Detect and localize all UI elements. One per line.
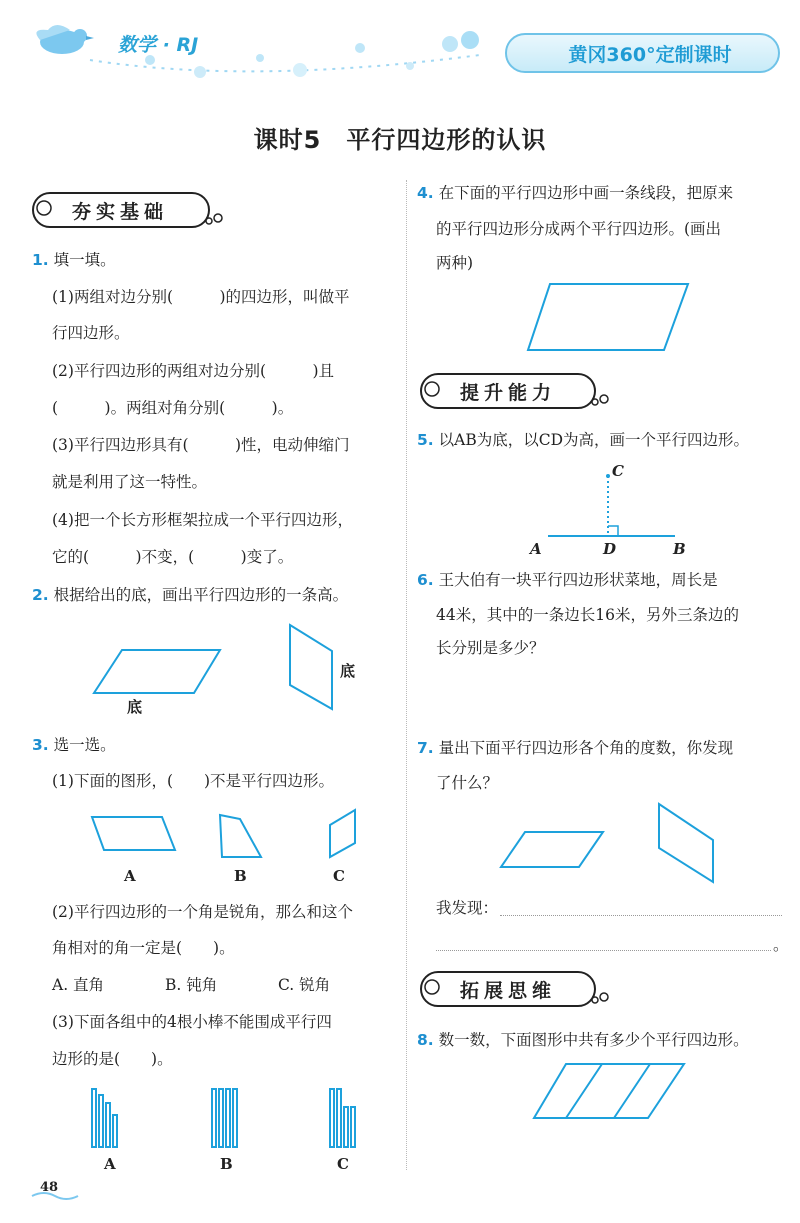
page-number: 48 [40,1180,59,1195]
q2-stem-text: 根据给出的底，画出平行四边形的一条高。 [53,586,349,604]
q3-shape-c [330,810,355,857]
q3-part1-label-b: B [234,867,247,885]
q2-parallelogram-2 [290,625,332,709]
q3-part3-label-c: C [337,1155,349,1173]
q3-part3-line2: 边形的是( )。 [52,1050,173,1068]
q6-line1-text: 王大伯有一块平行四边形状菜地，周长是 [438,571,718,589]
q4-line1-text: 在下面的平行四边形中画一条线段，把原来 [438,184,734,202]
q3-option-b: B. 钝角 [165,976,218,994]
bird-icon [36,25,94,54]
q7-number: 7. [417,739,434,757]
q3-part1-figures [80,805,370,865]
q3-part1: (1)下面的图形，( )不是平行四边形。 [52,772,335,790]
q3-part3-label-a: A [104,1155,116,1173]
q5-label-c: C [612,462,624,480]
lesson-title: 课时5 平行四边形的认识 [253,126,547,154]
q4-line3: 两种) [436,254,474,272]
q3-part1-label-a: A [124,867,136,885]
column-divider [406,180,407,1170]
section-improve-label: 提升能力 [460,382,557,404]
q3-part2-line1: (2)平行四边形的一个角是锐角，那么和这个 [52,903,353,921]
q7-answer-line-1 [500,915,782,916]
q1-line7: (4)把一个长方形框架拉成一个平行四边形， [52,511,353,529]
q2-base-label-1: 底 [127,698,143,716]
q1-stem-text: 填一填。 [53,251,116,269]
section-basic-label: 夯实基础 [72,201,169,223]
q3-option-a: A. 直角 [52,976,105,994]
q7-line2: 了什么？ [436,774,499,792]
q5-stem [417,430,749,450]
q2-stem [32,585,348,605]
q1-number: 1. [32,251,49,269]
q3-stem-text: 选一选。 [53,736,116,754]
q1-line8: 它的( )不变，( )变了。 [52,548,294,566]
q1-line6: 就是利用了这一特性。 [52,473,208,491]
q7-line1 [417,738,733,758]
q4-figure [520,280,700,355]
q3-part3-line1: (3)下面各组中的4根小棒不能围成平行四 [52,1013,332,1031]
q4-line2: 的平行四边形分成两个平行四边形。(画出 [436,220,722,238]
q6-line3: 长分别是多少？ [436,639,545,657]
q3-sticks-a [92,1089,117,1147]
q5-number: 5. [417,431,434,449]
q1-line2: 行四边形。 [52,324,130,342]
q8-number: 8. [417,1031,434,1049]
q3-shape-b [220,815,261,857]
q2-figures [80,615,380,725]
q4-parallelogram [528,284,688,350]
q3-sticks-b [212,1089,237,1147]
q7-end-mark: 。 [773,936,789,954]
q8-inner-line-2 [614,1064,650,1118]
section-extend-label: 拓展思维 [460,980,557,1002]
q7-line1-text: 量出下面平行四边形各个角的度数，你发现 [438,739,734,757]
q8-stem [417,1030,749,1050]
q1-line3: (2)平行四边形的两组对边分别( )且 [52,362,335,380]
q2-parallelogram-1 [94,650,220,693]
q3-part1-label-c: C [333,867,345,885]
q3-sticks-c [330,1089,355,1147]
q8-figure [530,1060,690,1124]
q1-line1: (1)两组对边分别( )的四边形，叫做平 [52,288,350,306]
q3-part3-sticks [90,1085,370,1151]
q6-number: 6. [417,571,434,589]
q2-number: 2. [32,586,49,604]
q5-label-a: A [530,540,542,558]
q8-stem-text: 数一数，下面图形中共有多少个平行四边形。 [438,1031,749,1049]
q3-part2-line2: 角相对的角一定是( )。 [52,939,235,957]
header-series: 黄冈360°定制课时 [568,44,732,66]
q5-label-d: D [603,540,617,558]
q8-inner-line-1 [566,1064,602,1118]
q3-stem [32,735,116,755]
q8-outer-parallelogram [534,1064,684,1118]
q3-number: 3. [32,736,49,754]
q1-line5: (3)平行四边形具有( )性，电动伸缩门 [52,436,350,454]
q7-found-label: 我发现： [436,899,499,917]
q5-label-b: B [673,540,686,558]
q6-line1 [417,570,718,590]
q7-figures [495,800,725,890]
q3-part3-label-b: B [220,1155,233,1173]
q4-line1 [417,183,733,203]
q7-answer-line-2 [436,950,771,951]
q7-parallelogram-2 [659,804,713,882]
q2-base-label-2: 底 [340,662,356,680]
q1-stem [32,250,116,270]
q7-parallelogram-1 [501,832,603,867]
q4-number: 4. [417,184,434,202]
q3-shape-a [92,817,175,850]
q5-stem-text: 以AB为底，以CD为高，画一个平行四边形。 [438,431,749,449]
header-subject: 数学 · RJ [118,34,199,56]
q6-line2: 44米，其中的一条边长16米，另外三条边的 [436,606,739,624]
q5-figure [540,470,690,540]
q3-option-c: C. 锐角 [278,976,331,994]
q1-line4: ( )。两组对角分别( )。 [52,399,294,417]
